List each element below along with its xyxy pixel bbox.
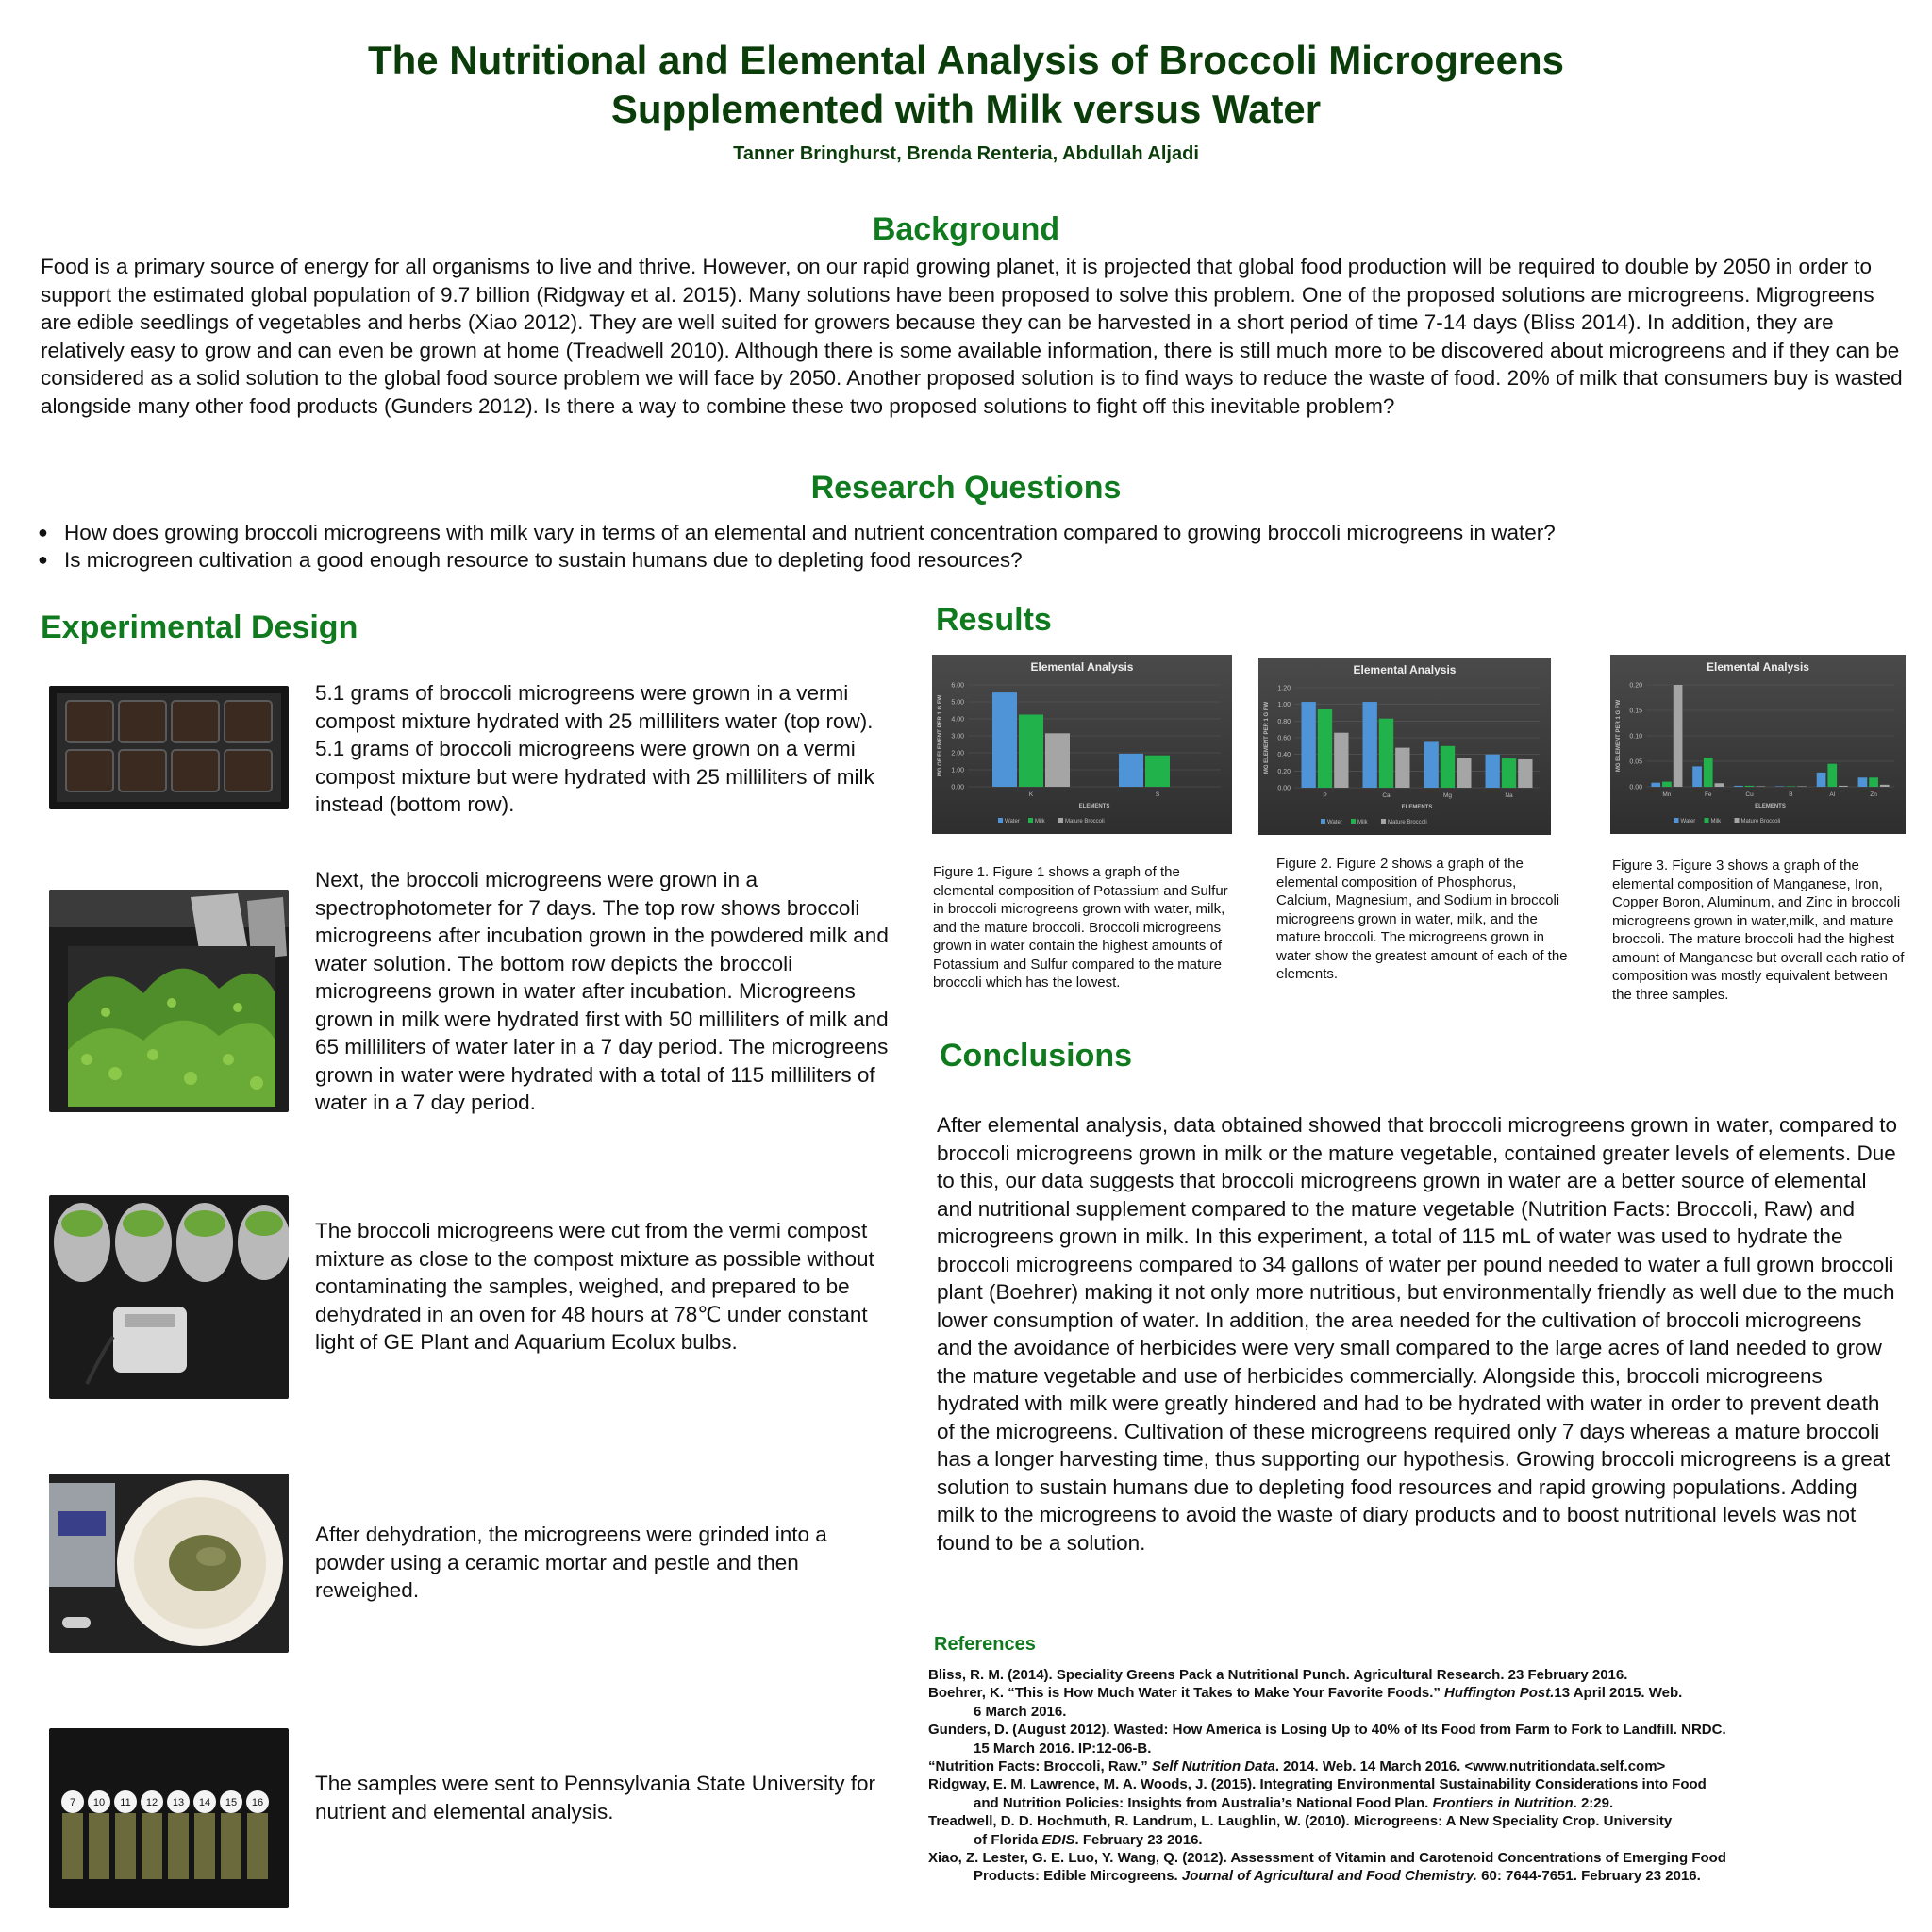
bar (1839, 786, 1848, 787)
bar (1745, 786, 1755, 787)
legend-label: Mature Broccoli (1065, 819, 1105, 824)
research-questions-heading: Research Questions (810, 470, 1122, 506)
reference-3-cont: 15 March 2016. IP:12-06-B. (974, 1740, 1152, 1757)
y-tick-label: 5.00 (951, 699, 964, 707)
mortar-pestle-photo (49, 1474, 289, 1653)
reference-6: Treadwell, D. D. Hochmuth, R. Landrum, L. Laughlin, W. (2010). Microgreens: A New Speciality Crop. University (928, 1813, 1673, 1830)
y-tick-label: 1.00 (1277, 702, 1291, 709)
poster-title (0, 36, 1932, 134)
x-tick-label: S (1155, 791, 1160, 798)
bar (1119, 754, 1143, 787)
bar (1518, 759, 1532, 788)
reference-source: Frontiers in Nutrition (1432, 1794, 1574, 1811)
y-tick-label: 0.15 (1629, 708, 1642, 715)
legend-label: Water (1005, 819, 1020, 824)
design-step-1: 5.1 grams of broccoli microgreens were grown in a vermi compost mixture hydrated with 25 milliliters water (top row). 5.1 grams of broccoli microgreens were grown on a vermi compost mixture but were hydrated with 25 milliliters of milk instead (bottom row). (315, 681, 874, 816)
reference-source: EDIS (1041, 1831, 1075, 1848)
design-step-3: The broccoli microgreens were cut from the vermi compost mixture as close to the compost mixture as possible without contaminating the samples, weighed, and prepared to be dehydrated in an oven for 48 hours at 78℃ under constant light of GE Plant and Aquarium Ecolux bulbs. (315, 1219, 874, 1354)
chart-svg (1258, 658, 1551, 835)
figure-2-caption: Figure 2. Figure 2 shows a graph of the elemental composition of Phosphorus, Calcium, Magnesium, and Sodium in broccoli microgreens grown in water, milk, and the mature broccoli. The microgreens grown in water show the greatest amount of each of the elements. (1276, 856, 1568, 982)
y-tick-label: 0.00 (1277, 785, 1291, 792)
y-tick-label: 0.80 (1277, 718, 1291, 725)
legend-swatch (1351, 819, 1356, 824)
seed-trays-photo (49, 686, 289, 809)
reference-6-cont (928, 1831, 1909, 1849)
bar (1775, 786, 1785, 787)
legend-label: Milk (1357, 820, 1368, 825)
reference-2 (928, 1684, 1909, 1702)
y-axis-label: MG ELEMENT PER 1 G FW (1264, 701, 1270, 774)
y-tick-label: 2.00 (951, 750, 964, 758)
x-tick-label: B (1789, 791, 1793, 798)
bar (1318, 709, 1332, 788)
reference-text: “Nutrition Facts: Broccoli, Raw.” (928, 1758, 1152, 1775)
y-tick-label: 0.10 (1629, 733, 1642, 741)
reference-4 (928, 1757, 1909, 1775)
research-questions-list (38, 519, 1877, 574)
bar (1662, 782, 1672, 787)
y-axis-label: MG OF ELEMENT PER 1 G FW (938, 694, 943, 777)
vial-label: 10 (92, 1797, 106, 1808)
bar (1486, 755, 1500, 788)
bar (1704, 758, 1713, 787)
bar (1363, 702, 1377, 788)
bar (1334, 733, 1348, 788)
bar (1651, 783, 1660, 787)
reference-source: Huffington Post. (1444, 1685, 1555, 1702)
reference-text: 60: 7644-7651. February 23 2016. (1476, 1868, 1701, 1885)
y-tick-label: 4.00 (951, 716, 964, 724)
bar (1045, 733, 1070, 787)
reference-7: Xiao, Z. Lester, G. E. Luo, Y. Wang, Q. (2012). Assessment of Vitamin and Carotenoid Concentrations of Emerging Food (928, 1850, 1726, 1867)
legend-swatch (1674, 818, 1679, 823)
y-tick-label: 0.20 (1277, 768, 1291, 775)
bar (1880, 785, 1890, 787)
reference-text: and Nutrition Policies: Insights from Australia’s National Food Plan. (974, 1794, 1433, 1811)
bar (1692, 766, 1702, 787)
reference-text: 13 April 2015. Web. (1554, 1685, 1683, 1702)
references-list (928, 1666, 1909, 1886)
bar (1019, 715, 1043, 788)
y-axis-label: MG ELEMENT PER 1 G FW (1616, 699, 1622, 773)
reference-text: . 2014. Web. 14 March 2016. <www.nutritiondata.self.com> (1274, 1758, 1666, 1775)
y-tick-label: 0.40 (1277, 752, 1291, 759)
bar (1858, 777, 1868, 787)
references-heading: References (934, 1634, 1036, 1655)
figure-3-caption: Figure 3. Figure 3 shows a graph of the elemental composition of Manganese, Iron, Copper Boron, Aluminum, and Zinc in broccoli microgreens grown in water,milk, and mature broccoli. The mature broccoli had the highest amount of Manganese but overall each ratio of composition was mostly equivalent between the three samples. (1612, 858, 1905, 1003)
legend-label: Water (1680, 819, 1696, 824)
bar (1734, 786, 1743, 787)
y-tick-label: 0.00 (951, 784, 964, 791)
reference-source: Self Nutrition Data (1151, 1758, 1275, 1775)
legend-swatch (1321, 819, 1325, 824)
bar (1869, 777, 1878, 787)
y-tick-label: 3.00 (951, 733, 964, 741)
bar (1441, 746, 1455, 788)
x-tick-label: Mg (1442, 792, 1453, 799)
x-tick-label: Fe (1704, 791, 1712, 798)
bar (1145, 756, 1170, 787)
bar (1787, 786, 1796, 787)
chart-svg (1610, 655, 1906, 834)
reference-5-cont (928, 1794, 1909, 1812)
bar (1827, 764, 1837, 787)
x-tick-label: P (1323, 792, 1327, 799)
elemental-analysis-chart-1 (932, 655, 1232, 834)
design-step-2: Next, the broccoli microgreens were grown in a spectrophotometer for 7 days. The top row shows broccoli microgreens after incubation grown in the powdered milk and water solution. The bottom row depicts the broccoli microgreens grown in water after incubation. Microgreens grown in milk were hydrated first with 50 milliliters of milk and 65 milliliters of water later in a 7 day period. The microgreens grown in water were hydrated with a total of 115 milliliters of water in a 7 day period. (315, 868, 889, 1114)
results-heading: Results (936, 602, 1052, 638)
x-tick-label: Zn (1870, 791, 1877, 798)
legend-label: Milk (1035, 819, 1045, 824)
legend-swatch (998, 818, 1003, 823)
vial-label: 16 (251, 1797, 264, 1808)
y-tick-label: 1.20 (1277, 685, 1291, 692)
vial-label: 13 (172, 1797, 185, 1808)
research-question-2: ● Is microgreen cultivation a good enough resource to sustain humans due to depleting food resources? (38, 546, 1877, 574)
chart-svg (932, 655, 1232, 834)
research-question-1: ● How does growing broccoli microgreens with milk vary in terms of an elemental and nutrient concentration compared to growing broccoli microgreens in water? (38, 519, 1877, 546)
chart-title: Elemental Analysis (1030, 660, 1134, 674)
x-tick-label: Ca (1382, 792, 1391, 799)
reference-text: of Florida (974, 1831, 1042, 1848)
bar (992, 692, 1017, 787)
legend-label: Mature Broccoli (1740, 819, 1781, 824)
vial-label: 12 (145, 1797, 158, 1808)
background-heading: Background (872, 211, 1060, 247)
grown-microgreens-photo (49, 890, 289, 1112)
conclusions-heading: Conclusions (940, 1038, 1133, 1074)
experimental-design-heading: Experimental Design (41, 609, 358, 645)
legend-swatch (1705, 818, 1709, 823)
y-tick-label: 0.00 (1629, 784, 1642, 791)
reference-1: Bliss, R. M. (2014). Speciality Greens Pack a Nutritional Punch. Agricultural Research. 23 February 2016. (928, 1667, 1628, 1683)
vial-label: 11 (120, 1797, 131, 1808)
elemental-analysis-chart-3 (1610, 655, 1906, 834)
elemental-analysis-chart-2 (1258, 658, 1551, 835)
bar (1674, 685, 1683, 787)
background-text: Food is a primary source of energy for all organisms to live and thrive. However, on our rapid growing planet, it is projected that global food production will be required to double by 2050 in order to support the estimated global population of 9.7 billion (Ridgway et al. 2015). Many solutions have been proposed to solve this problem. One of the proposed solutions are microgreens. Migrogreens are edible seedlings of vegetables and herbs (Xiao 2012). They are well suited for growers because they can be harvested in a short period of time 7-14 days (Bliss 2014). In addition, they are relatively easy to grow and can even be grown at home (Treadwell 2010). Although there is some available information, there is still much more to be discovered about microgreens and if they can be considered as a solid solution to the global food source problem we will face by 2050. Another proposed solution is to find ways to reduce the waste of food. 20% of milk that consumers buy is wasted alongside many other food products (Gunders 2012). Is there a way to combine these two proposed solutions to fight off this inevitable problem? (41, 255, 1903, 418)
x-tick-label: K (1028, 791, 1034, 798)
legend-label: Milk (1710, 819, 1722, 824)
reference-2-cont: 6 March 2016. (974, 1703, 1067, 1720)
x-axis-label: ELEMENTS (1078, 804, 1110, 809)
chart-title: Elemental Analysis (1707, 660, 1809, 674)
y-tick-label: 0.05 (1629, 758, 1642, 766)
bar (1395, 748, 1409, 788)
bar (1715, 783, 1724, 787)
legend-swatch (1735, 818, 1740, 823)
chart-title: Elemental Analysis (1353, 663, 1457, 676)
legend-swatch (1058, 818, 1063, 823)
reference-source: Journal of Agricultural and Food Chemistry. (1181, 1868, 1477, 1885)
sample-vials-photo (49, 1728, 289, 1908)
y-tick-label: 0.20 (1629, 682, 1642, 690)
vial-label: 15 (225, 1797, 238, 1808)
reference-text: Boehrer, K. “This is How Much Water it Takes to Make Your Favorite Foods.” (928, 1685, 1445, 1702)
reference-text: . February 23 2016. (1074, 1831, 1203, 1848)
bar (1379, 719, 1393, 788)
cut-samples-photo (49, 1195, 289, 1399)
x-tick-label: Na (1505, 792, 1513, 799)
bar (1502, 758, 1516, 788)
legend-swatch (1381, 819, 1386, 824)
x-tick-label: Cu (1745, 791, 1754, 798)
design-step-4: After dehydration, the microgreens were grinded into a powder using a ceramic mortar and pestle and then reweighed. (315, 1523, 827, 1602)
bar (1756, 786, 1765, 787)
reference-5: Ridgway, E. M. Lawrence, M. A. Woods, J. (2015). Integrating Environmental Sustainability Considerations into Food (928, 1776, 1707, 1793)
reference-text: Products: Edible Mircogreens. (974, 1868, 1182, 1885)
x-axis-label: ELEMENTS (1401, 805, 1433, 810)
title-line-1: The Nutritional and Elemental Analysis of Broccoli Microgreens (367, 38, 1565, 82)
vial-label: 7 (69, 1797, 76, 1808)
legend-swatch (1028, 818, 1033, 823)
bar (1817, 773, 1826, 787)
title-line-2: Supplemented with Milk versus Water (610, 87, 1322, 131)
x-axis-label: ELEMENTS (1755, 804, 1786, 809)
y-tick-label: 6.00 (951, 682, 964, 690)
legend-label: Mature Broccoli (1388, 820, 1427, 825)
conclusions-text: After elemental analysis, data obtained showed that broccoli microgreens grown in water, compared to broccoli microgreens grown in milk or the mature vegetable, contained greater levels of elements. Due to this, our data suggests that broccoli microgreens grown in water are a better source of elemental and nutritional supplement compared to the mature vegetable (Nutrition Facts: Broccoli, Raw) and microgreens grown in milk. In this experiment, a total of 115 mL of water was used to hydrate the broccoli microgreens compared to 34 gallons of water per pound needed to water a full grown broccoli plant (Boehrer) making it not only more nutritious, but environmentally friendly as well due to the much lower consumption of water. In addition, the area needed for the cultivation of broccoli microgreens and the avoidance of herbicides were very small compared to the large acres of land needed to grow the mature vegetable and use of herbicides commercially. Alongside this, broccoli microgreens hydrated with milk were greatly hindered and had to be hydrated with water in order to prevent death of the microgreens. Cultivation of these microgreens required only 7 days whereas a mature broccoli has a longer harvesting time, thus supporting our hypothesis. Growing broccoli microgreens is a great solution to sustain humans due to depleting food resources and rapid growing populations. Adding milk to the microgreens to avoid the waste of diary products and to boost nutritional levels was not found to be a solution. (937, 1113, 1898, 1555)
reference-text: . 2:29. (1573, 1794, 1614, 1811)
legend-label: Water (1327, 820, 1342, 825)
vial-label: 14 (198, 1797, 211, 1808)
x-tick-label: Al (1829, 791, 1836, 798)
y-tick-label: 0.60 (1277, 735, 1291, 742)
bar (1302, 702, 1316, 788)
reference-3: Gunders, D. (August 2012). Wasted: How America is Losing Up to 40% of Its Food from Farm to Fork to Landfill. NRDC. (928, 1722, 1726, 1739)
reference-7-cont (928, 1867, 1909, 1885)
bar (1797, 786, 1807, 787)
authors: Tanner Bringhurst, Brenda Renteria, Abdullah Aljadi (733, 143, 1199, 164)
bar (1424, 741, 1439, 788)
x-tick-label: Mn (1662, 791, 1672, 798)
bar (1457, 758, 1471, 788)
design-step-5: The samples were sent to Pennsylvania State University for nutrient and elemental analysis. (315, 1772, 876, 1824)
y-tick-label: 1.00 (951, 767, 964, 774)
figure-1-caption: Figure 1. Figure 1 shows a graph of the elemental composition of Potassium and Sulfur in broccoli microgreens grown with water, milk, and the mature broccoli. Broccoli microgreens grown in water contain the highest amounts of Potassium and Sulfur compared to the mature broccoli which has the lowest. (933, 864, 1228, 991)
